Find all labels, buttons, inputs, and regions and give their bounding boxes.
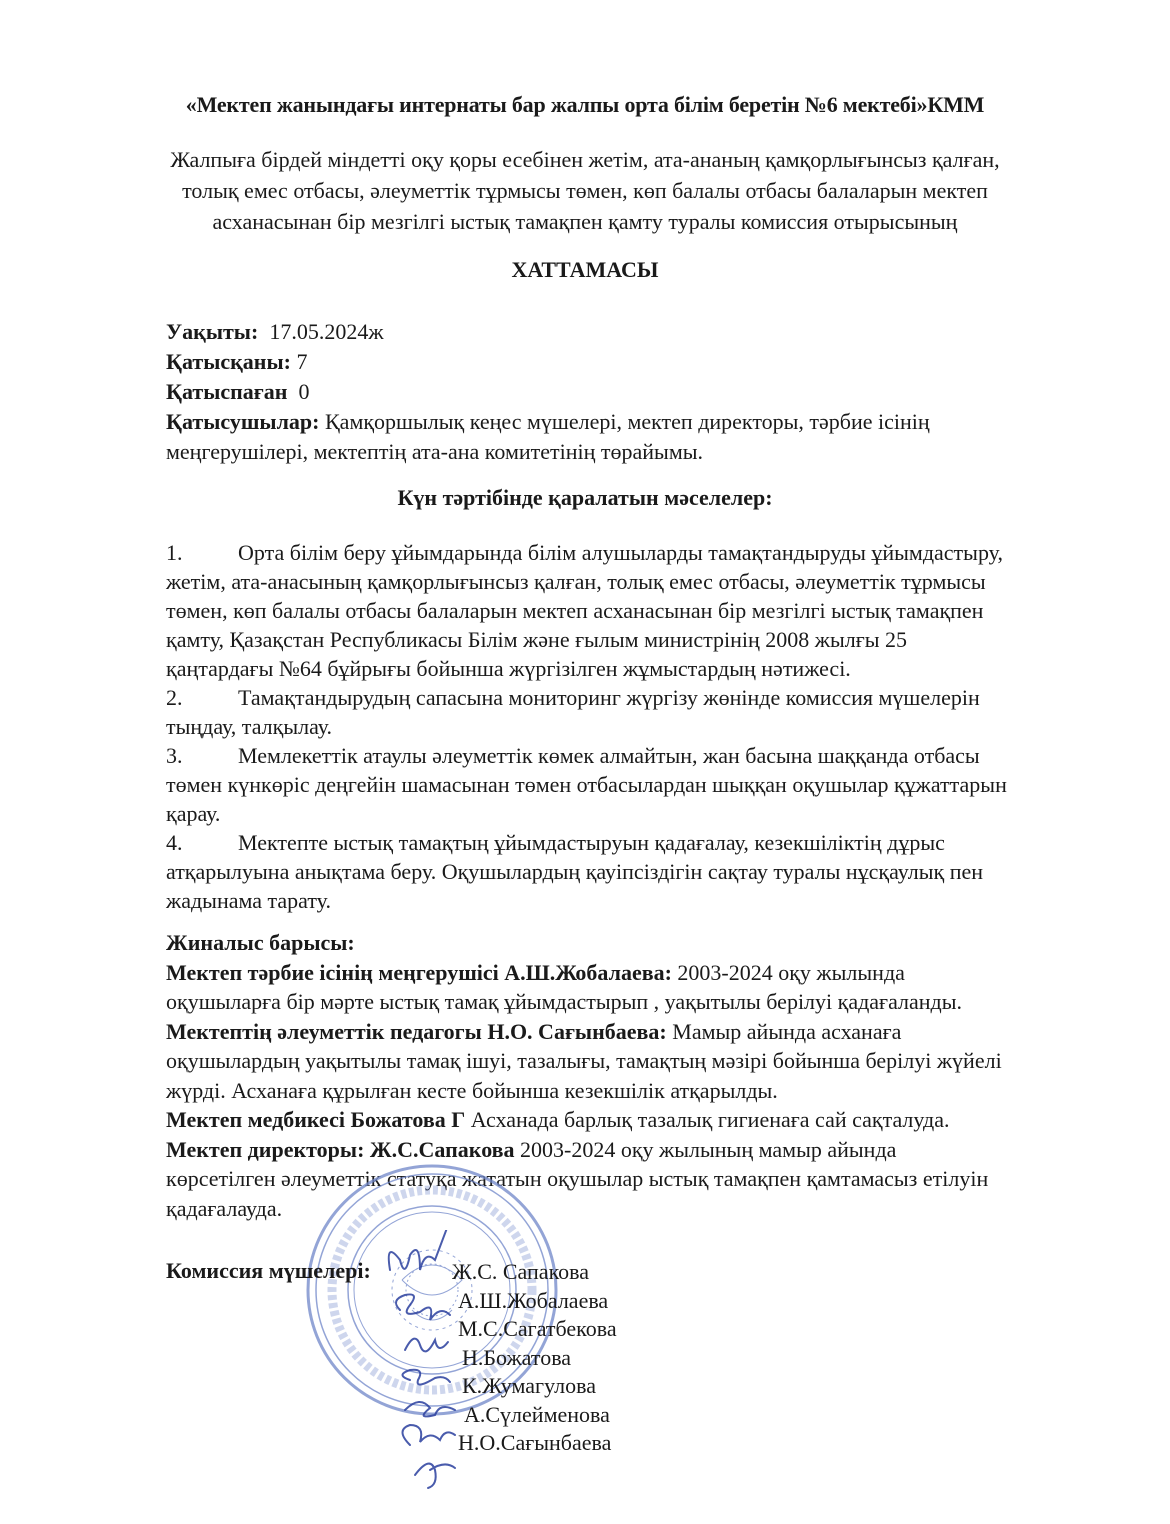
member-name: Н.Божатова — [462, 1344, 572, 1370]
statement: 2003-2024 оқу жылының мамыр айында — [514, 1136, 897, 1162]
subtitle-line: толық емес отбасы, әлеуметтік тұрмысы төмен, көп балалы отбасы балаларын мектеп — [182, 178, 988, 203]
statement: қадағалауда. — [166, 1195, 283, 1221]
member-name: М.С.Сагатбекова — [458, 1316, 617, 1341]
present-label: Қатысқаны: — [166, 349, 291, 374]
statement: жүрді. Асханаға құрылған кесте бойынша кезекшілік атқарылды. — [166, 1077, 778, 1103]
agenda-title: Күн тәртібінде қаралатын мәселелер: — [397, 485, 773, 510]
agenda-item-text: Мемлекеттік атаулы әлеуметтік көмек алмайтын, жан басына шаққанда отбасы — [238, 743, 980, 768]
agenda-item-number: 3. — [166, 743, 183, 768]
speaker: Мектеп тәрбие ісінің меңгерушісі А.Ш.Жобалаева: — [166, 959, 672, 985]
agenda-item-text: тыңдау, талқылау. — [166, 714, 333, 739]
agenda-item-text: жадынама тарату. — [166, 888, 331, 913]
proceedings-title: Жиналыс барысы: — [166, 930, 355, 955]
speaker: Мектеп медбикесі Божатова Г — [166, 1107, 466, 1132]
agenda-item-text: атқарылуына анықтама беру. Оқушылардың қауіпсіздігін сақтау туралы нұсқаулық пен — [166, 859, 984, 884]
proceedings-entry — [166, 1105, 1096, 1135]
agenda-item — [166, 683, 1096, 741]
agenda-item-number: 2. — [166, 685, 183, 710]
speaker: Мектеп директоры: Ж.С.Сапакова — [166, 1136, 515, 1162]
statement: Асханада барлық тазалық гигиенаға сай сақталуда. — [465, 1107, 950, 1132]
agenda-list — [166, 538, 1096, 915]
statement: 2003-2024 оқу жылында — [671, 959, 905, 985]
statement: Мамыр айында асханаға — [666, 1018, 902, 1044]
commission-label: Комиссия мүшелері: — [166, 1258, 371, 1283]
date-value: 17.05.2024ж — [269, 319, 384, 344]
subtitle-line: Жалпыға бірдей міндетті оқу қоры есебінен жетім, ата-ананың қамқорлығынсыз қалған, — [170, 147, 1000, 172]
statement: оқушыларға бір мәрте ыстық тамақ ұйымдастырып , уақытылы берілуі қадағаланды. — [166, 989, 963, 1014]
agenda-item-text: төмен, көп балалы отбасы балаларын мектеп асханасынан бір мезгілгі ыстық тамақпен — [166, 598, 984, 623]
member-name: К.Жумагулова — [462, 1373, 596, 1398]
agenda-item-text: Мектепте ыстық тамақтың ұйымдастыруын қадағалау, кезекшіліктің дұрыс — [238, 830, 945, 855]
member-name: Ж.С. Сапакова — [452, 1259, 590, 1284]
document-title: ХАТТАМАСЫ — [511, 257, 659, 282]
member-name: А.Ш.Жобалаева — [458, 1287, 609, 1313]
member-name: А.Сүлейменова — [464, 1401, 610, 1427]
absent-label: Қатыспаған — [166, 379, 288, 404]
present-count — [166, 347, 1086, 377]
proceedings-entry — [166, 958, 1096, 1017]
agenda-item-text: Орта білім беру ұйымдарында білім алушыларды тамақтандыруды ұйымдастыру, — [238, 540, 1003, 565]
absent-value: 0 — [298, 379, 310, 404]
participants-label: Қатысушылар: — [166, 409, 320, 434]
organization-title: «Мектеп жанындағы интернаты бар жалпы орта білім беретін №6 мектебі»КММ — [185, 92, 985, 117]
statement: оқушылардың уақытылы тамақ ішуі, тазалығы, тамақтың мәзірі бойынша берілуі жүйелі — [166, 1048, 1002, 1073]
participants-text: Қамқоршылық кеңес мүшелері, мектеп директоры, тәрбие ісінің — [325, 409, 930, 434]
proceedings-entry — [166, 1017, 1096, 1106]
agenda-item-text: қаңтардағы №64 бұйрығы бойынша жүргізілген жұмыстардың нәтижесі. — [166, 656, 851, 681]
meeting-meta — [166, 317, 1086, 467]
agenda-item — [166, 828, 1096, 915]
present-value: 7 — [296, 349, 308, 374]
agenda-item-text: қарау. — [166, 801, 221, 826]
agenda-item — [166, 741, 1096, 828]
date-label: Уақыты: — [166, 319, 259, 344]
agenda-item-text: төмен күнкөріс деңгейін шамасынан төмен отбасылардан шыққан оқушылар құжаттарын — [166, 772, 1007, 797]
agenda-item-text: жетім, ата-анасының қамқорлығынсыз қалған, толық емес отбасы, әлеуметтік тұрмысы — [166, 569, 986, 594]
agenda-item — [166, 538, 1096, 683]
commission-members — [452, 1258, 617, 1458]
meeting-date — [166, 317, 1086, 347]
agenda-item-text: Тамақтандырудың сапасына мониторинг жүргізу жөнінде комиссия мүшелерін — [238, 685, 980, 710]
agenda-item-number: 1. — [166, 540, 183, 565]
agenda-item-number: 4. — [166, 830, 183, 855]
absent-count — [166, 377, 1086, 407]
participants — [166, 407, 1086, 437]
subtitle-line: асханасынан бір мезгілгі ыстық тамақпен қамту туралы комиссия отырысының — [212, 209, 958, 234]
statement: көрсетілген әлеуметтік статуқа жататын оқушылар ыстық тамақпен қамтамасыз етілуін — [166, 1166, 989, 1191]
member-name: Н.О.Сағынбаева — [458, 1430, 612, 1455]
speaker: Мектептің әлеуметтік педагогы Н.О. Сағынбаева: — [166, 1018, 667, 1044]
participants-continued: меңгерушілері, мектептің ата-ана комитетінің төрайымы. — [166, 439, 704, 464]
agenda-item-text: қамту, Қазақстан Республикасы Білім және ғылым министрінің 2008 жылғы 25 — [166, 627, 908, 652]
document-subtitle — [0, 144, 1170, 237]
